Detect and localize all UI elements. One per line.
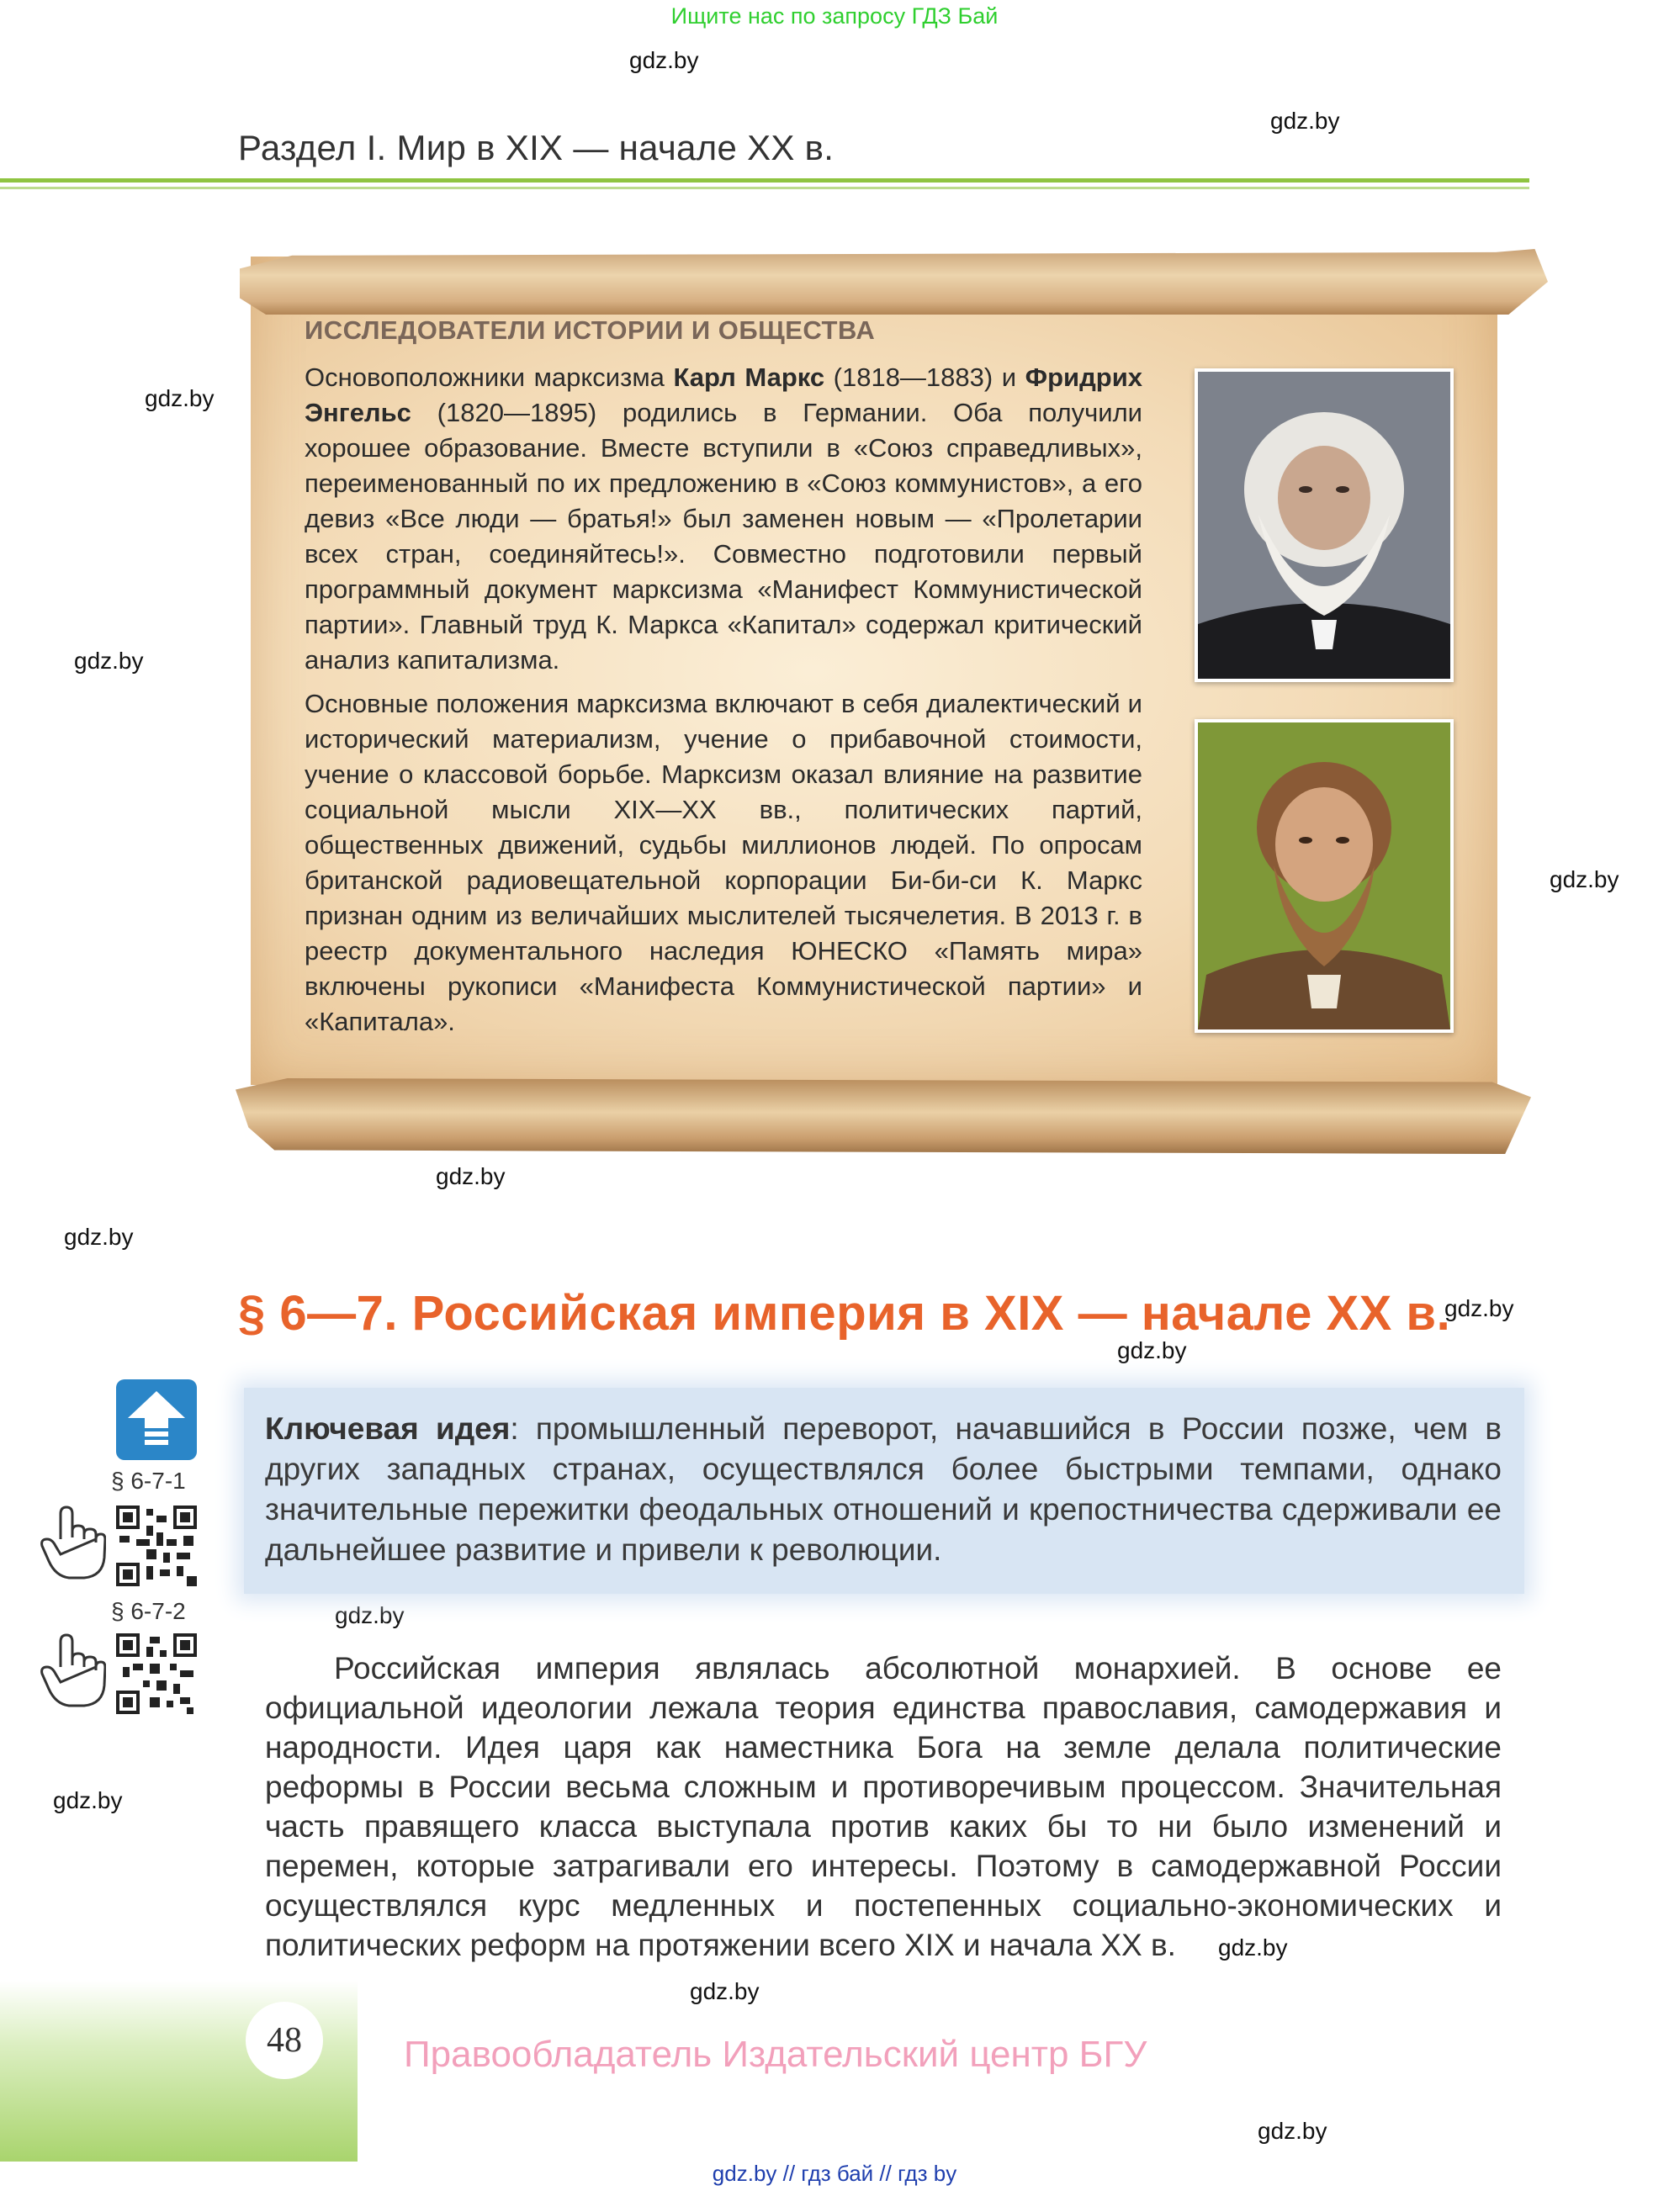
- watermark: gdz.by: [64, 1224, 134, 1250]
- box-paragraph: Основные положения марксизма включают в себя диалектический и исторический материализм, учение о прибавочной стоимости, учение о классовой борьбе. Марксизм оказал влияние на развитие социальной мысли XIX—XX вв., политических партий, общественных движений, судьбы миллионов людей. По опросам британской радиовещательной корпорации Би-би-си К. Маркс признан одним из величайших мыслителей тысячелетия. В 2013 г. в реестр документального наследия ЮНЕСКО «Память мира» включены рукописи «Манифеста Коммунистической партии» и «Капитала».: [305, 689, 1142, 1036]
- watermark: gdz.by: [1444, 1295, 1514, 1321]
- pointing-hand-icon: [39, 1633, 106, 1719]
- name-engels: Фридрих Энгельс: [305, 362, 1142, 427]
- scroll-roll-bottom: [236, 1078, 1531, 1154]
- hand-glyph: [39, 1506, 106, 1581]
- main-text-body: Российская империя являлась абсолютной монархией. В основе ее официальной идеологии лежала теория единства православия, самодержавия и народности. Идея царя как наместника Бога на земле делала политические реформы в России весьма сложным и противоречивым процессом. Значительная часть правящего класса выступала против каких бы то ни было изменений и перемен, которые затрагивали его интересы. Поэтому в самодержавной России осуществлялся курс медленных и постепенных социально-экономических и политических реформ на протяжении всего XIX и начала XX в.: [265, 1651, 1502, 1962]
- watermark: gdz.by: [335, 1602, 405, 1628]
- hand-glyph: [39, 1633, 106, 1709]
- watermark: gdz.by: [53, 1787, 123, 1813]
- engels-portrait-image: [1198, 722, 1450, 1029]
- box-text: [305, 360, 1142, 1048]
- name-marx: Карл Маркс: [673, 362, 825, 392]
- watermark: gdz.by: [1218, 1934, 1288, 1961]
- header-rule: [0, 178, 1529, 183]
- watermark: gdz.by: [436, 1163, 506, 1189]
- watermark: gdz.by: [1550, 866, 1619, 892]
- page-number: 48: [246, 2002, 323, 2079]
- key-idea-text: [265, 1409, 1502, 1570]
- key-idea-label: Ключевая идея: [265, 1411, 511, 1446]
- arrow-up-glyph: [116, 1379, 197, 1460]
- qr-code-icon[interactable]: [116, 1506, 197, 1586]
- engels-portrait: [1195, 719, 1454, 1033]
- header-rule: [0, 187, 1529, 189]
- text-span: (1818—1883) и: [824, 362, 1025, 392]
- marx-portrait-image: [1198, 372, 1450, 679]
- watermark: gdz.by: [74, 648, 144, 674]
- top-banner[interactable]: Ищите нас по запросу ГДЗ Бай: [670, 3, 999, 29]
- watermark: gdz.by: [629, 47, 699, 73]
- box-paragraph: [305, 360, 1142, 678]
- watermark: gdz.by: [145, 385, 215, 411]
- watermark: gdz.by: [1270, 108, 1340, 134]
- qr-code-icon[interactable]: [116, 1633, 197, 1714]
- qr-link-label[interactable]: § 6-7-2: [111, 1598, 186, 1624]
- watermark: gdz.by: [1117, 1337, 1187, 1363]
- box-title: ИССЛЕДОВАТЕЛИ ИСТОРИИ И ОБЩЕСТВА: [305, 315, 876, 345]
- bottom-links[interactable]: gdz.by // гдз бай // гдз by: [712, 2161, 957, 2186]
- copyright-notice: Правообладатель Издательский центр БГУ: [404, 2034, 1147, 2075]
- marx-portrait: [1195, 368, 1454, 682]
- arrow-up-icon[interactable]: [116, 1379, 197, 1460]
- pointing-hand-icon: [39, 1506, 106, 1591]
- key-idea-body: : промышленный переворот, начавшийся в России позже, чем в других западных странах, осуществлялся более быстрыми темпами, однако значительные пережитки феодальных отношений и крепостничества сдерживали ее дальнейшее развитие и привели к революции.: [265, 1411, 1502, 1567]
- watermark: gdz.by: [690, 1978, 760, 2004]
- watermark: gdz.by: [1258, 2118, 1327, 2144]
- main-text: [265, 1648, 1502, 1965]
- qr-code-glyph: [116, 1633, 197, 1714]
- section-header: Раздел I. Мир в XIX — начале XX в.: [238, 128, 834, 167]
- paragraph-title: § 6—7. Российская империя в XIX — начале XX в.: [238, 1286, 1451, 1341]
- text-span: Основоположники марксизма: [305, 362, 674, 392]
- text-span: (1820—1895) родились в Германии. Оба получили хорошее образование. Вместе вступили в «Союз справедливых», переименованный по их предложению в «Союз коммунистов», а его девиз «Все люди — братья!» был заменен новым — «Пролетарии всех стран, соединяйтесь!». Совместно подготовили первый программный документ марксизма «Манифест Коммунистической партии». Главный труд К. Маркса «Капитал» содержал критический анализ капитализма.: [305, 398, 1142, 675]
- qr-code-glyph: [116, 1506, 197, 1586]
- qr-link-label[interactable]: § 6-7-1: [111, 1468, 186, 1494]
- scroll-roll-top: [240, 249, 1548, 315]
